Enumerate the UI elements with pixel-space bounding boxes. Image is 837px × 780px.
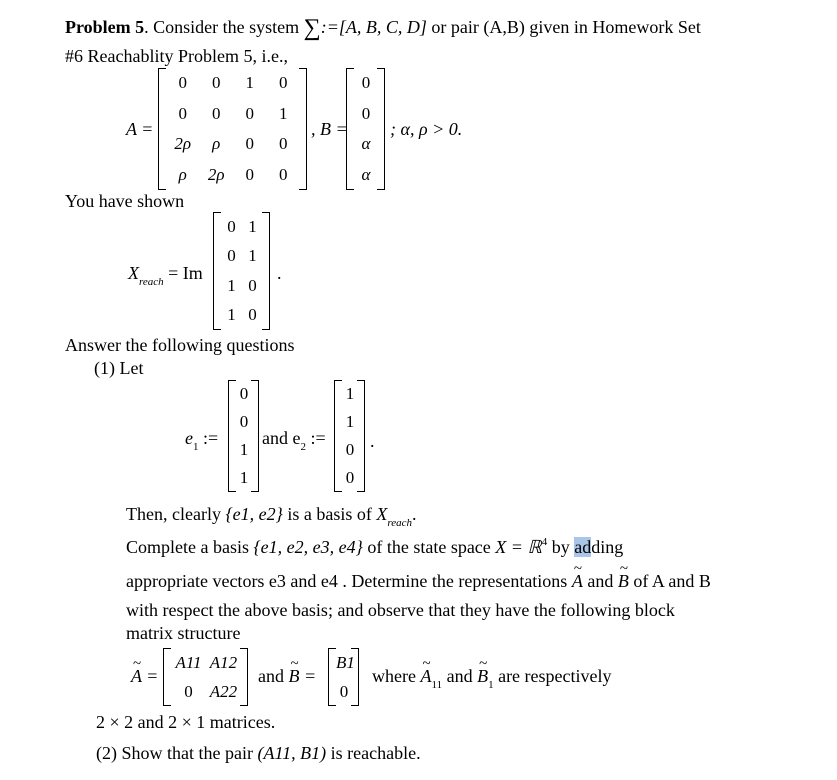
x-reach-matrix	[213, 212, 271, 330]
matrix-cell: 1	[239, 468, 249, 487]
e-period: .	[370, 431, 375, 451]
complete-basis-line: Complete a basis {e1, e2, e3, e4} of the state space X = ℝ$^4$ by adding	[126, 536, 624, 557]
problem-title: Problem 5	[65, 17, 145, 37]
matrix-cell: 0	[248, 305, 257, 325]
matrix-cell: 0	[345, 468, 355, 487]
left-bracket	[346, 68, 354, 190]
a-matrix	[158, 68, 308, 190]
matrix-cell: 1	[227, 305, 236, 325]
matrix-cell: B1	[336, 652, 355, 672]
matrix-cell: 1	[239, 440, 249, 459]
matrix-cell: 1	[248, 216, 257, 236]
right-bracket	[240, 648, 248, 706]
left-bracket	[334, 380, 342, 492]
matrix-cell: 0	[248, 275, 257, 295]
matrix-cell: 0	[279, 73, 288, 93]
intro-text-1: . Consider the system	[144, 17, 300, 37]
matrix-cell: A12	[209, 652, 238, 672]
left-bracket	[158, 68, 166, 190]
matrix-cell: 0	[184, 681, 193, 701]
sigma-symbol: ∑	[303, 15, 321, 41]
reach-subscript: reach	[139, 276, 164, 288]
b-tilde-matrix	[328, 648, 360, 706]
matrix-cell: 2ρ	[207, 164, 225, 184]
you-have-shown: You have shown	[65, 191, 185, 211]
left-bracket	[228, 380, 236, 492]
right-bracket	[357, 380, 365, 492]
left-bracket	[328, 648, 336, 706]
matrix-cell: 0	[279, 164, 288, 184]
matrix-cell: 0	[339, 681, 349, 701]
matrix-cell: 0	[361, 103, 371, 123]
and-b-tilde: and ~ B =	[258, 665, 316, 687]
matrix-cell: 1	[248, 246, 257, 266]
right-bracket	[262, 212, 270, 330]
matrix-cell: 2ρ	[174, 134, 192, 154]
matrix-cell: 1	[279, 103, 288, 123]
matrix-cell: 0	[345, 440, 355, 459]
intro-line-2: #6 Reachablity Problem 5, i.e.,	[65, 46, 288, 66]
e1-vector	[228, 380, 260, 492]
right-bracket	[299, 68, 307, 190]
matrix-cell: 0	[279, 134, 288, 154]
question-2-line: (2) Show that the pair (A11, B1) is reachable.	[96, 743, 421, 763]
matrix-cell: 1	[245, 73, 254, 93]
matrix-cell: α	[361, 134, 371, 154]
e1-label: $e_1$ :=	[185, 428, 219, 453]
left-bracket	[163, 648, 171, 706]
e2-vector	[334, 380, 366, 492]
matrix-cell: 0	[361, 73, 371, 93]
text-selection-highlight: ad	[574, 537, 592, 557]
matrix-structure-line: matrix structure	[126, 623, 241, 643]
appropriate-vectors-line: appropriate vectors e3 and e4 . Determine the representations ~ A and ~ B of A and B	[126, 570, 711, 592]
matrix-cell: 0	[239, 384, 249, 403]
matrix-cell: ρ	[178, 164, 187, 184]
matrix-cell: 0	[245, 134, 254, 154]
problem-heading	[65, 15, 701, 41]
matrix-cell: 0	[227, 246, 236, 266]
matrix-cell: 0	[245, 103, 254, 123]
intro-text-2: or pair (A,B) given in Homework Set	[431, 17, 701, 37]
matrix-cell: α	[361, 164, 371, 184]
matrix-cell: 0	[212, 73, 221, 93]
right-bracket	[251, 380, 259, 492]
where-line: where ~ $A_{11}$ and ~ $B_1$ are respectively	[372, 665, 612, 690]
b-matrix	[346, 68, 386, 190]
condition-text: ; α, ρ > 0.	[390, 119, 463, 139]
question-1-label: (1) Let	[94, 358, 144, 378]
matrix-cell: A11	[175, 652, 202, 672]
a-matrix-label: A =	[126, 119, 154, 139]
x-symbol: X	[128, 263, 139, 283]
answer-heading: Answer the following questions	[65, 335, 295, 355]
respect-line: with respect the above basis; and observe that they have the following block	[126, 600, 675, 620]
image-operator: = Im	[168, 263, 203, 283]
matrix-cell: A22	[209, 681, 238, 701]
matrix-cell: 1	[227, 275, 236, 295]
matrix-cell: 0	[227, 216, 236, 236]
x-reach-label	[128, 262, 203, 287]
matrix-cell: 0	[178, 103, 187, 123]
matrix-cell: 0	[178, 73, 187, 93]
then-clearly-line: Then, clearly {e1, e2} is a basis of $X_{reach}$.	[126, 504, 417, 529]
x-period: .	[277, 263, 282, 283]
matrix-cell: 0	[212, 103, 221, 123]
left-bracket	[213, 212, 221, 330]
a-tilde-matrix	[163, 648, 249, 706]
system-definition: :=[A, B, C, D]	[320, 17, 427, 37]
matrix-cell: 1	[345, 384, 355, 403]
matrix-cell: 0	[245, 164, 254, 184]
dimensions-line: 2 × 2 and 2 × 1 matrices.	[96, 712, 276, 732]
a-tilde-label: ~ A =	[131, 665, 158, 687]
b-matrix-label: , B =	[311, 119, 348, 139]
matrix-cell: 0	[239, 412, 249, 431]
and-e2-label: and $e_2$ :=	[262, 428, 326, 453]
matrix-cell: ρ	[212, 134, 221, 154]
matrix-cell: 1	[345, 412, 355, 431]
right-bracket	[377, 68, 385, 190]
